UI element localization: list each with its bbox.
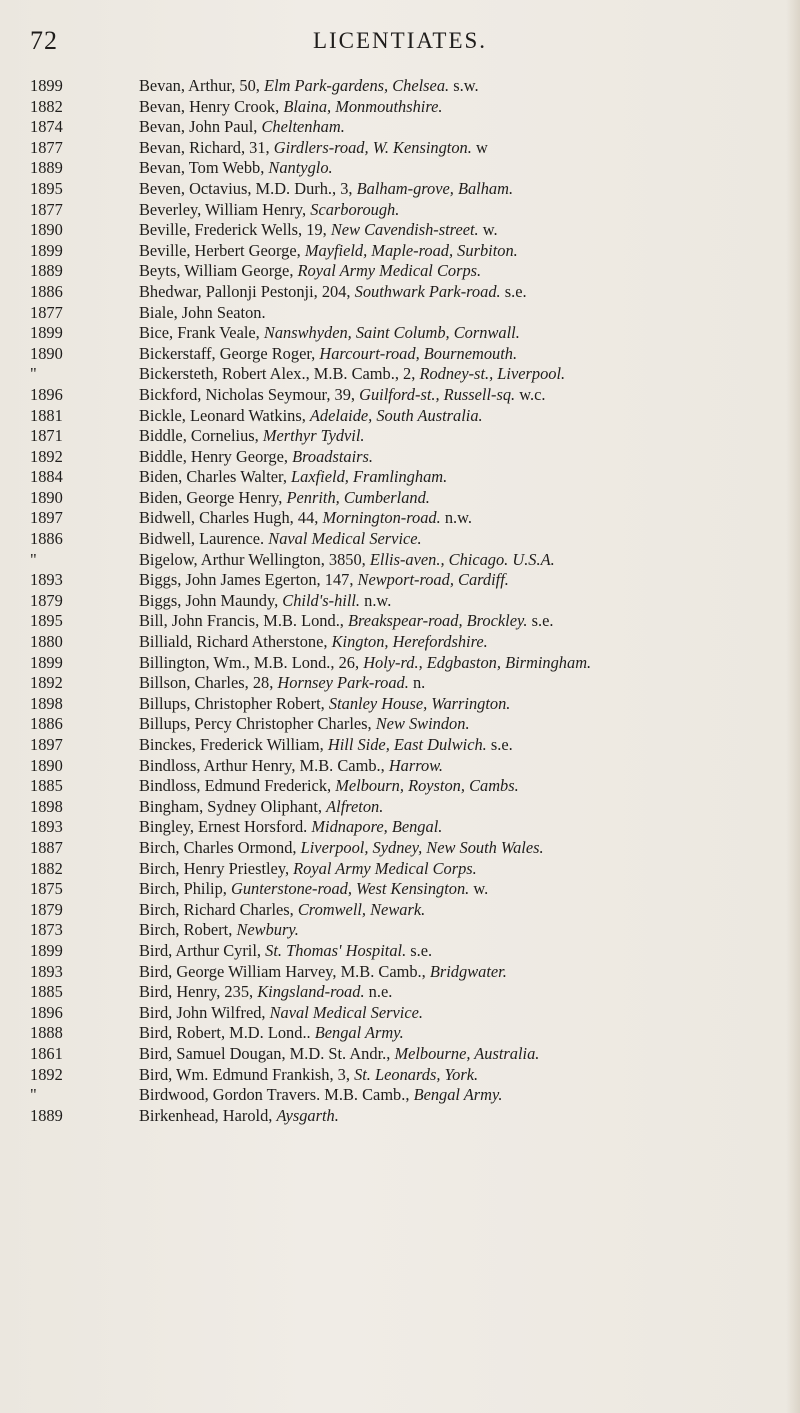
registration-year: 1877 xyxy=(30,137,63,157)
registration-year: 1880 xyxy=(30,632,63,652)
list-item xyxy=(30,776,790,797)
address: Mayfield, Maple-road, Surbiton. xyxy=(304,240,518,260)
entry-text xyxy=(139,138,790,159)
licentiate-name: Birch, Robert, xyxy=(139,920,233,940)
licentiate-name: Biden, George Henry, xyxy=(139,487,283,507)
address: Naval Medical Service. xyxy=(268,529,422,549)
address: Newbury. xyxy=(236,920,299,940)
address: Melbourne, Australia. xyxy=(394,1043,540,1063)
address: Nanswhyden, Saint Columb, Cornwall. xyxy=(263,323,520,343)
licentiate-name: Biden, Charles Walter, xyxy=(139,467,287,487)
address: Balham-grove, Balham. xyxy=(356,178,514,198)
registration-year: 1899 xyxy=(30,240,63,260)
licentiate-name: Bigelow, Arthur Wellington, 3850, xyxy=(139,549,366,569)
list-item xyxy=(30,97,790,118)
entry-text xyxy=(139,1044,790,1065)
entry-text xyxy=(139,1106,790,1127)
entry-text xyxy=(139,426,790,447)
list-item xyxy=(30,1085,790,1106)
licentiate-name: Bevan, Henry Crook, xyxy=(139,96,280,116)
address: Stanley House, Warrington. xyxy=(328,693,511,713)
address: Hill Side, East Dulwich. xyxy=(327,735,487,754)
licentiate-name: Bird, Henry, 235, xyxy=(139,982,254,1002)
list-item xyxy=(30,962,790,983)
entry-text xyxy=(139,673,790,694)
entry-text xyxy=(139,920,790,941)
licentiate-name: Birch, Philip, xyxy=(139,879,227,899)
licentiate-name: Beville, Herbert George, xyxy=(139,240,301,260)
list-item xyxy=(30,158,790,179)
registration-year: 1888 xyxy=(30,1023,63,1043)
address: Alfreton. xyxy=(326,796,384,816)
address: St. Leonards, York. xyxy=(354,1064,479,1084)
address: Nantyglo. xyxy=(268,158,333,178)
registration-year: 1882 xyxy=(30,96,63,116)
list-item xyxy=(30,426,790,447)
registration-year: 1895 xyxy=(30,178,63,198)
page-edge-shadow xyxy=(786,0,800,1413)
licentiate-name: Bickerstaff, George Roger, xyxy=(139,343,316,363)
registration-year: " xyxy=(30,364,37,384)
postal-district: n.w. xyxy=(444,508,472,528)
licentiate-name: Billson, Charles, 28, xyxy=(139,673,274,693)
licentiate-name: Biggs, John Maundy, xyxy=(139,590,279,610)
entry-text xyxy=(139,529,790,550)
licentiate-name: Bidwell, Charles Hugh, 44, xyxy=(139,508,319,528)
registration-year: 1897 xyxy=(30,508,63,528)
licentiate-name: Billups, Christopher Robert, xyxy=(139,693,325,713)
list-item xyxy=(30,756,790,777)
entry-text xyxy=(139,817,790,838)
entry-text xyxy=(139,735,790,756)
list-item xyxy=(30,611,790,632)
registration-year: 1898 xyxy=(30,693,63,713)
list-item xyxy=(30,323,790,344)
entry-text xyxy=(139,859,790,880)
registration-year: 1890 xyxy=(30,343,63,363)
list-item xyxy=(30,385,790,406)
address: Hornsey Park-road. xyxy=(277,673,409,693)
list-item xyxy=(30,570,790,591)
list-item xyxy=(30,817,790,838)
address: Naval Medical Service. xyxy=(269,1002,423,1022)
address: Holy-rd., Edgbaston, Birmingham. xyxy=(363,652,592,672)
licentiate-name: Bidwell, Laurence. xyxy=(139,529,265,549)
registration-year: 1877 xyxy=(30,302,63,322)
address: Merthyr Tydvil. xyxy=(262,426,365,446)
licentiate-name: Birch, Richard Charles, xyxy=(139,899,294,919)
list-item xyxy=(30,859,790,880)
registration-year: 1871 xyxy=(30,426,63,446)
registration-year: 1861 xyxy=(30,1043,63,1063)
list-item xyxy=(30,344,790,365)
list-item xyxy=(30,1065,790,1086)
registration-year: 1884 xyxy=(30,467,63,487)
registration-year: 1877 xyxy=(30,199,63,219)
address: St. Thomas' Hospital. xyxy=(265,940,407,960)
licentiate-name: Bevan, Arthur, 50, xyxy=(139,76,260,95)
page-number: 72 xyxy=(30,26,58,55)
entry-text xyxy=(139,488,790,509)
list-item xyxy=(30,797,790,818)
list-item xyxy=(30,714,790,735)
registration-year: 1897 xyxy=(30,735,63,754)
list-item xyxy=(30,282,790,303)
entry-text xyxy=(139,838,790,859)
list-item xyxy=(30,673,790,694)
licentiate-name: Bindloss, Arthur Henry, M.B. Camb., xyxy=(139,755,385,775)
entry-text xyxy=(139,714,790,735)
list-item xyxy=(30,241,790,262)
list-item xyxy=(30,735,790,756)
address: Mornington-road. xyxy=(322,508,441,528)
licentiate-name: Bevan, Richard, 31, xyxy=(139,137,270,157)
postal-district: w.c. xyxy=(519,384,546,404)
registration-year: 1892 xyxy=(30,1064,63,1084)
postal-district: s.e. xyxy=(504,281,527,301)
registration-year: 1879 xyxy=(30,590,63,610)
registration-year: 1881 xyxy=(30,405,63,425)
entry-text xyxy=(139,756,790,777)
registration-year: 1889 xyxy=(30,261,63,281)
entry-text xyxy=(139,632,790,653)
registration-year: 1895 xyxy=(30,611,63,631)
registration-year: 1886 xyxy=(30,714,63,734)
registration-year: 1887 xyxy=(30,837,63,857)
entry-text xyxy=(139,776,790,797)
list-item xyxy=(30,653,790,674)
registration-year: 1875 xyxy=(30,879,63,899)
licentiate-name: Bickle, Leonard Watkins, xyxy=(139,405,306,425)
postal-district: w xyxy=(475,137,488,157)
licentiate-name: Bingley, Ernest Horsford. xyxy=(139,817,308,837)
licentiate-name: Bird, Samuel Dougan, M.D. St. Andr., xyxy=(139,1043,391,1063)
address: Aysgarth. xyxy=(276,1105,339,1125)
entry-text xyxy=(139,220,790,241)
address: Scarborough. xyxy=(310,199,400,219)
postal-district: n.w. xyxy=(364,590,392,610)
entry-text xyxy=(139,508,790,529)
address: Midnapore, Bengal. xyxy=(311,817,443,837)
list-item xyxy=(30,900,790,921)
address: Rodney-st., Liverpool. xyxy=(419,364,566,384)
entry-text xyxy=(139,344,790,365)
licentiate-name: Billups, Percy Christopher Charles, xyxy=(139,714,372,734)
licentiate-name: Biddle, Cornelius, xyxy=(139,426,259,446)
licentiate-name: Bird, George William Harvey, M.B. Camb., xyxy=(139,961,426,981)
entry-text xyxy=(139,467,790,488)
list-item xyxy=(30,138,790,159)
licentiate-name: Bhedwar, Pallonji Pestonji, 204, xyxy=(139,281,351,301)
entry-text xyxy=(139,76,790,97)
list-item xyxy=(30,488,790,509)
list-item xyxy=(30,982,790,1003)
address: Cheltenham. xyxy=(261,117,345,137)
registration-year: 1890 xyxy=(30,487,63,507)
list-item xyxy=(30,632,790,653)
list-item xyxy=(30,529,790,550)
entry-text xyxy=(139,1065,790,1086)
licentiate-name: Beville, Frederick Wells, 19, xyxy=(139,220,327,240)
address: Bengal Army. xyxy=(413,1085,503,1105)
postal-district: n.e. xyxy=(368,982,393,1002)
entry-text xyxy=(139,303,790,324)
registration-year: 1899 xyxy=(30,940,63,960)
registration-year: 1893 xyxy=(30,570,63,590)
address: Kingsland-road. xyxy=(257,982,365,1002)
registration-year: 1899 xyxy=(30,76,63,95)
registration-year: 1892 xyxy=(30,446,63,466)
registration-year: 1885 xyxy=(30,776,63,796)
entry-text xyxy=(139,982,790,1003)
address: Guilford-st., Russell-sq. xyxy=(359,384,516,404)
entry-text xyxy=(139,1003,790,1024)
registration-year: 1898 xyxy=(30,796,63,816)
entry-text xyxy=(139,200,790,221)
list-item xyxy=(30,303,790,324)
registration-year: 1893 xyxy=(30,961,63,981)
running-head xyxy=(0,26,800,60)
registration-year: 1874 xyxy=(30,117,63,137)
address: Elm Park-gardens, Chelsea. xyxy=(264,76,450,95)
address: Broadstairs. xyxy=(292,446,374,466)
list-item xyxy=(30,591,790,612)
list-item xyxy=(30,117,790,138)
entry-text xyxy=(139,962,790,983)
list-item xyxy=(30,879,790,900)
postal-district: s.w. xyxy=(453,76,479,95)
list-item xyxy=(30,200,790,221)
registration-year: " xyxy=(30,1085,37,1105)
licentiate-name: Bill, John Francis, M.B. Lond., xyxy=(139,611,344,631)
address: Gunterstone-road, West Kensington. xyxy=(231,879,470,899)
address: Blaina, Monmouthshire. xyxy=(283,96,443,116)
entry-text xyxy=(139,694,790,715)
licentiate-name: Biddle, Henry George, xyxy=(139,446,288,466)
list-item xyxy=(30,838,790,859)
registration-year: 1893 xyxy=(30,817,63,837)
registration-year: 1886 xyxy=(30,281,63,301)
address: Child's-hill. xyxy=(282,590,361,610)
list-item xyxy=(30,941,790,962)
licentiate-name: Biggs, John James Egerton, 147, xyxy=(139,570,354,590)
entry-text xyxy=(139,261,790,282)
registration-year: 1886 xyxy=(30,529,63,549)
entry-text xyxy=(139,447,790,468)
address: Royal Army Medical Corps. xyxy=(293,858,477,878)
entry-text xyxy=(139,570,790,591)
address: Harcourt-road, Bournemouth. xyxy=(319,343,518,363)
licentiate-name: Billington, Wm., M.B. Lond., 26, xyxy=(139,652,360,672)
entry-text xyxy=(139,323,790,344)
licentiate-name: Birdwood, Gordon Travers. M.B. Camb., xyxy=(139,1085,410,1105)
list-item xyxy=(30,364,790,385)
entry-text xyxy=(139,385,790,406)
address: Laxfield, Framlingham. xyxy=(291,467,448,487)
address: Liverpool, Sydney, New South Wales. xyxy=(300,837,544,857)
licentiate-name: Bindloss, Edmund Frederick, xyxy=(139,776,332,796)
entry-text xyxy=(139,158,790,179)
licentiate-name: Bickford, Nicholas Seymour, 39, xyxy=(139,384,356,404)
licentiate-name: Bird, John Wilfred, xyxy=(139,1002,266,1022)
licentiate-name: Beven, Octavius, M.D. Durh., 3, xyxy=(139,178,353,198)
list-item xyxy=(30,179,790,200)
list-item xyxy=(30,920,790,941)
entry-text xyxy=(139,1023,790,1044)
address: Girdlers-road, W. Kensington. xyxy=(273,137,472,157)
licentiate-name: Birkenhead, Harold, xyxy=(139,1105,273,1125)
postal-district: n. xyxy=(412,673,426,693)
entry-text xyxy=(139,591,790,612)
licentiate-name: Bird, Robert, M.D. Lond.. xyxy=(139,1023,311,1043)
list-item xyxy=(30,1106,790,1127)
licentiate-name: Birch, Charles Ormond, xyxy=(139,837,297,857)
address: Harrow. xyxy=(388,755,444,775)
list-item xyxy=(30,447,790,468)
licentiate-name: Billiald, Richard Atherstone, xyxy=(139,632,328,652)
entry-text xyxy=(139,879,790,900)
licentiate-list xyxy=(30,76,790,1126)
entry-text xyxy=(139,97,790,118)
entry-text xyxy=(139,1085,790,1106)
postal-district: s.e. xyxy=(410,940,433,960)
registration-year: " xyxy=(30,549,37,569)
address: Royal Army Medical Corps. xyxy=(297,261,482,281)
list-item xyxy=(30,1044,790,1065)
address: Breakspear-road, Brockley. xyxy=(348,611,528,631)
licentiate-name: Bird, Arthur Cyril, xyxy=(139,940,262,960)
licentiate-name: Binckes, Frederick William, xyxy=(139,735,324,754)
entry-text xyxy=(139,611,790,632)
entry-text xyxy=(139,179,790,200)
licentiate-name: Bevan, Tom Webb, xyxy=(139,158,265,178)
licentiate-name: Beverley, William Henry, xyxy=(139,199,307,219)
entry-text xyxy=(139,550,790,571)
address: Bridgwater. xyxy=(429,961,507,981)
registration-year: 1879 xyxy=(30,899,63,919)
list-item xyxy=(30,1023,790,1044)
address: Melbourn, Royston, Cambs. xyxy=(335,776,519,796)
address: Newport-road, Cardiff. xyxy=(357,570,509,590)
licentiate-name: Bickersteth, Robert Alex., M.B. Camb., 2, xyxy=(139,364,416,384)
list-item xyxy=(30,508,790,529)
postal-district: w. xyxy=(473,879,489,899)
address: Cromwell, Newark. xyxy=(297,899,426,919)
address: Adelaide, South Australia. xyxy=(309,405,483,425)
registration-year: 1873 xyxy=(30,920,63,940)
registration-year: 1890 xyxy=(30,220,63,240)
postal-district: s.e. xyxy=(490,735,513,754)
licentiate-name: Bice, Frank Veale, xyxy=(139,323,260,343)
registration-year: 1896 xyxy=(30,1002,63,1022)
licentiate-name: Bevan, John Paul, xyxy=(139,117,258,137)
list-item xyxy=(30,220,790,241)
licentiate-name: Bird, Wm. Edmund Frankish, 3, xyxy=(139,1064,350,1084)
list-item xyxy=(30,1003,790,1024)
registration-year: 1899 xyxy=(30,323,63,343)
list-item xyxy=(30,406,790,427)
registration-year: 1889 xyxy=(30,1105,63,1125)
entry-text xyxy=(139,241,790,262)
entry-text xyxy=(139,364,790,385)
postal-district: s.e. xyxy=(531,611,554,631)
list-item xyxy=(30,694,790,715)
page-title: LICENTIATES. xyxy=(312,28,488,53)
registration-year: 1885 xyxy=(30,982,63,1002)
list-item xyxy=(30,76,790,97)
registration-year: 1899 xyxy=(30,652,63,672)
licentiate-name: Biale, John Seaton. xyxy=(139,302,266,322)
registration-year: 1882 xyxy=(30,858,63,878)
address: Bengal Army. xyxy=(314,1023,404,1043)
list-item xyxy=(30,550,790,571)
licentiate-name: Birch, Henry Priestley, xyxy=(139,858,290,878)
entry-text xyxy=(139,797,790,818)
list-item xyxy=(30,467,790,488)
registration-year: 1892 xyxy=(30,673,63,693)
registration-year: 1896 xyxy=(30,384,63,404)
entry-text xyxy=(139,282,790,303)
address: New Swindon. xyxy=(375,714,470,734)
entry-text xyxy=(139,117,790,138)
address: Southwark Park-road. xyxy=(354,281,501,301)
entry-text xyxy=(139,406,790,427)
address: New Cavendish-street. xyxy=(330,220,479,240)
licentiate-name: Beyts, William George, xyxy=(139,261,294,281)
postal-district: w. xyxy=(482,220,498,240)
entry-text xyxy=(139,900,790,921)
list-item xyxy=(30,261,790,282)
registration-year: 1890 xyxy=(30,755,63,775)
address: Penrith, Cumberland. xyxy=(286,487,430,507)
address: Ellis-aven., Chicago. U.S.A. xyxy=(369,549,555,569)
entry-text xyxy=(139,653,790,674)
registration-year: 1889 xyxy=(30,158,63,178)
address: Kington, Herefordshire. xyxy=(331,632,488,652)
licentiate-name: Bingham, Sydney Oliphant, xyxy=(139,796,323,816)
entry-text xyxy=(139,941,790,962)
